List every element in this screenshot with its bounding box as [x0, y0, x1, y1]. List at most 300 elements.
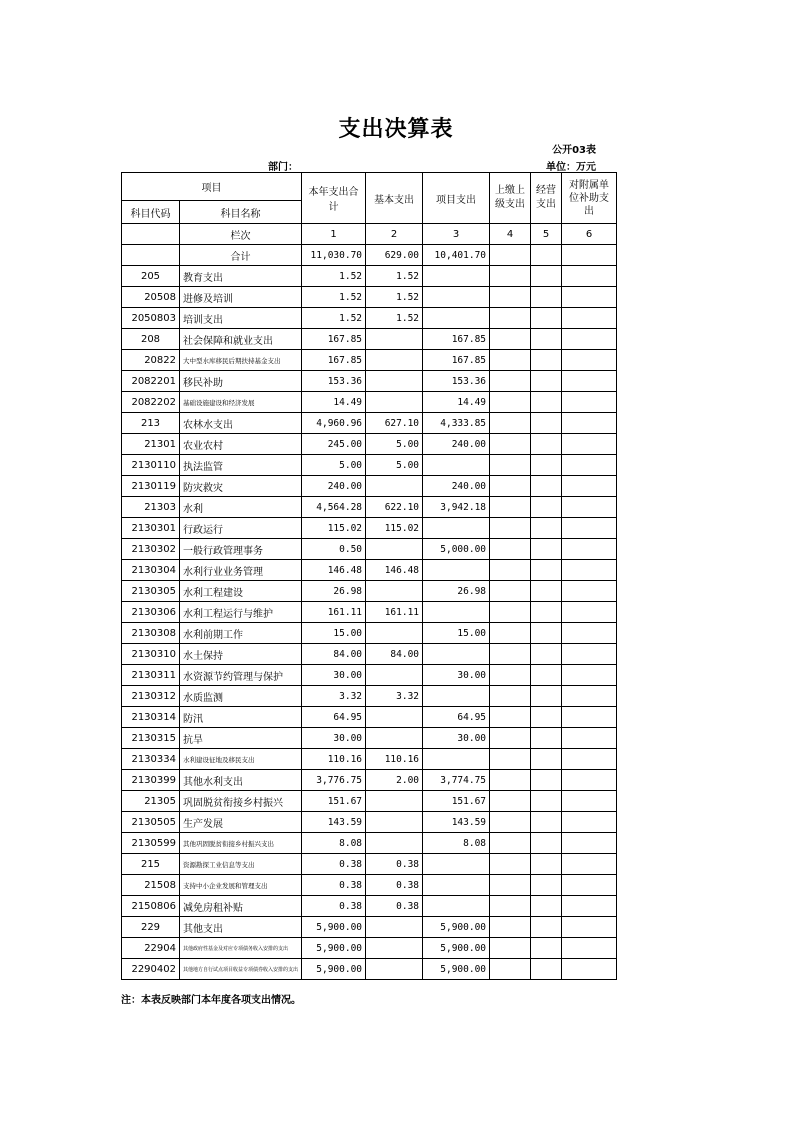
- basic-expenditure: [366, 392, 423, 413]
- subsidy-expenditure: [562, 791, 617, 812]
- subject-name: 水利前期工作: [180, 623, 302, 644]
- subsidy-expenditure: [562, 812, 617, 833]
- subject-name: 资源勘探工业信息等支出: [180, 854, 302, 875]
- header-subsidy: 对附属单位补助支出: [562, 173, 617, 224]
- subject-name: 其他巩固脱贫衔接乡村振兴支出: [180, 833, 302, 854]
- subject-name: 农林水支出: [180, 413, 302, 434]
- total-expenditure: 15.00: [302, 623, 366, 644]
- subject-name: 防汛: [180, 707, 302, 728]
- subsidy-expenditure: [562, 266, 617, 287]
- upper-expenditure: [490, 728, 531, 749]
- subject-name: 巩固脱贫衔接乡村振兴: [180, 791, 302, 812]
- total-expenditure: 4,564.28: [302, 497, 366, 518]
- project-expenditure: 30.00: [423, 728, 490, 749]
- subject-name: 水资源节约管理与保护: [180, 665, 302, 686]
- project-expenditure: [423, 455, 490, 476]
- basic-expenditure: 627.10: [366, 413, 423, 434]
- basic-expenditure: [366, 833, 423, 854]
- subject-code: 21508: [122, 875, 180, 896]
- basic-expenditure: [366, 476, 423, 497]
- subject-name: 水利行业业务管理: [180, 560, 302, 581]
- business-expenditure: [531, 434, 562, 455]
- subject-code: 2130110: [122, 455, 180, 476]
- table-row: [122, 539, 617, 560]
- table-row: [122, 749, 617, 770]
- business-expenditure: [531, 350, 562, 371]
- total-expenditure: 0.38: [302, 875, 366, 896]
- column-index-4: 4: [490, 224, 531, 245]
- business-expenditure: [531, 623, 562, 644]
- basic-expenditure: [366, 329, 423, 350]
- upper-expenditure: [490, 917, 531, 938]
- total-expenditure: 26.98: [302, 581, 366, 602]
- basic-expenditure: [366, 812, 423, 833]
- basic-expenditure: [366, 791, 423, 812]
- upper-expenditure: [490, 497, 531, 518]
- subsidy-expenditure: [562, 329, 617, 350]
- business-expenditure: [531, 497, 562, 518]
- subsidy-expenditure: [562, 770, 617, 791]
- subsidy-expenditure: [562, 917, 617, 938]
- table-row: [122, 392, 617, 413]
- table-row: [122, 896, 617, 917]
- subject-name: 其他水利支出: [180, 770, 302, 791]
- project-expenditure: 10,401.70: [423, 245, 490, 266]
- subject-code: 21303: [122, 497, 180, 518]
- upper-expenditure: [490, 938, 531, 959]
- upper-expenditure: [490, 686, 531, 707]
- business-expenditure: [531, 686, 562, 707]
- business-expenditure: [531, 959, 562, 980]
- subsidy-expenditure: [562, 539, 617, 560]
- upper-expenditure: [490, 287, 531, 308]
- subject-code: 22904: [122, 938, 180, 959]
- header-row-1: [122, 173, 617, 201]
- subject-code: 2130315: [122, 728, 180, 749]
- table-row: [122, 665, 617, 686]
- subject-code: 2130304: [122, 560, 180, 581]
- subject-name: 社会保障和就业支出: [180, 329, 302, 350]
- business-expenditure: [531, 602, 562, 623]
- business-expenditure: [531, 539, 562, 560]
- total-expenditure: 0.50: [302, 539, 366, 560]
- upper-expenditure: [490, 392, 531, 413]
- subject-name: 水土保持: [180, 644, 302, 665]
- total-expenditure: 5,900.00: [302, 959, 366, 980]
- total-expenditure: 8.08: [302, 833, 366, 854]
- subject-name: 合计: [180, 245, 302, 266]
- subsidy-expenditure: [562, 833, 617, 854]
- department-label: 部门：: [268, 162, 298, 173]
- project-expenditure: [423, 875, 490, 896]
- upper-expenditure: [490, 770, 531, 791]
- header-total: 本年支出合计: [302, 173, 366, 224]
- subject-name: 水利工程运行与维护: [180, 602, 302, 623]
- subject-name: 支持中小企业发展和管理支出: [180, 875, 302, 896]
- subject-name: 移民补助: [180, 371, 302, 392]
- project-expenditure: 151.67: [423, 791, 490, 812]
- subsidy-expenditure: [562, 686, 617, 707]
- project-expenditure: 5,000.00: [423, 539, 490, 560]
- table-row: [122, 728, 617, 749]
- subsidy-expenditure: [562, 623, 617, 644]
- subsidy-expenditure: [562, 308, 617, 329]
- subsidy-expenditure: [562, 581, 617, 602]
- business-expenditure: [531, 560, 562, 581]
- basic-expenditure: 110.16: [366, 749, 423, 770]
- business-expenditure: [531, 707, 562, 728]
- subject-name: 水利建设征地及移民支出: [180, 749, 302, 770]
- subject-code: 2130599: [122, 833, 180, 854]
- subject-code: 208: [122, 329, 180, 350]
- basic-expenditure: [366, 371, 423, 392]
- upper-expenditure: [490, 518, 531, 539]
- upper-expenditure: [490, 959, 531, 980]
- total-expenditure: 146.48: [302, 560, 366, 581]
- subject-name: 农业农村: [180, 434, 302, 455]
- subject-name: 减免房租补贴: [180, 896, 302, 917]
- upper-expenditure: [490, 875, 531, 896]
- total-expenditure: 3,776.75: [302, 770, 366, 791]
- project-expenditure: 8.08: [423, 833, 490, 854]
- total-expenditure: 64.95: [302, 707, 366, 728]
- subject-code: 2130308: [122, 623, 180, 644]
- project-expenditure: 3,774.75: [423, 770, 490, 791]
- business-expenditure: [531, 308, 562, 329]
- project-expenditure: [423, 266, 490, 287]
- unit-label: 单位：万元: [546, 162, 596, 173]
- total-expenditure: 0.38: [302, 854, 366, 875]
- upper-expenditure: [490, 329, 531, 350]
- upper-expenditure: [490, 665, 531, 686]
- business-expenditure: [531, 896, 562, 917]
- project-expenditure: 153.36: [423, 371, 490, 392]
- upper-expenditure: [490, 266, 531, 287]
- project-expenditure: 4,333.85: [423, 413, 490, 434]
- subject-name: 大中型水库移民后期扶持基金支出: [180, 350, 302, 371]
- table-row: [122, 938, 617, 959]
- subsidy-expenditure: [562, 518, 617, 539]
- project-expenditure: 5,900.00: [423, 959, 490, 980]
- subject-code: 2130311: [122, 665, 180, 686]
- subject-code: 2130312: [122, 686, 180, 707]
- header-basic: 基本支出: [366, 173, 423, 224]
- subsidy-expenditure: [562, 560, 617, 581]
- basic-expenditure: [366, 707, 423, 728]
- subsidy-expenditure: [562, 896, 617, 917]
- subject-code: 2130302: [122, 539, 180, 560]
- subject-code: 2130306: [122, 602, 180, 623]
- subject-code: 213: [122, 413, 180, 434]
- upper-expenditure: [490, 707, 531, 728]
- total-expenditure: 4,960.96: [302, 413, 366, 434]
- basic-expenditure: 0.38: [366, 896, 423, 917]
- subject-name: 水利工程建设: [180, 581, 302, 602]
- business-expenditure: [531, 581, 562, 602]
- total-expenditure: 14.49: [302, 392, 366, 413]
- upper-expenditure: [490, 644, 531, 665]
- subject-code: 2050803: [122, 308, 180, 329]
- project-expenditure: 167.85: [423, 329, 490, 350]
- business-expenditure: [531, 875, 562, 896]
- business-expenditure: [531, 665, 562, 686]
- subject-code: 2082201: [122, 371, 180, 392]
- total-expenditure: 0.38: [302, 896, 366, 917]
- expenditure-table: [121, 172, 617, 980]
- table-row: [122, 707, 617, 728]
- upper-expenditure: [490, 350, 531, 371]
- subsidy-expenditure: [562, 413, 617, 434]
- subject-code: 2130310: [122, 644, 180, 665]
- total-expenditure: 3.32: [302, 686, 366, 707]
- basic-expenditure: 1.52: [366, 287, 423, 308]
- upper-expenditure: [490, 749, 531, 770]
- subsidy-expenditure: [562, 455, 617, 476]
- subject-name: 其他地方自行试点项目收益专项债券收入安排的支出: [180, 959, 302, 980]
- header-business: 经营支出: [531, 173, 562, 224]
- total-expenditure: 240.00: [302, 476, 366, 497]
- upper-expenditure: [490, 308, 531, 329]
- project-expenditure: [423, 308, 490, 329]
- business-expenditure: [531, 812, 562, 833]
- subject-code: 215: [122, 854, 180, 875]
- basic-expenditure: 161.11: [366, 602, 423, 623]
- upper-expenditure: [490, 791, 531, 812]
- basic-expenditure: [366, 350, 423, 371]
- subsidy-expenditure: [562, 749, 617, 770]
- subject-code: [122, 245, 180, 266]
- subsidy-expenditure: [562, 854, 617, 875]
- project-expenditure: 15.00: [423, 623, 490, 644]
- total-expenditure: 84.00: [302, 644, 366, 665]
- basic-expenditure: [366, 623, 423, 644]
- business-expenditure: [531, 455, 562, 476]
- basic-expenditure: 622.10: [366, 497, 423, 518]
- project-expenditure: [423, 686, 490, 707]
- subject-code: 2130399: [122, 770, 180, 791]
- subsidy-expenditure: [562, 497, 617, 518]
- subsidy-expenditure: [562, 665, 617, 686]
- subject-name: 执法监管: [180, 455, 302, 476]
- upper-expenditure: [490, 581, 531, 602]
- column-index-1: 1: [302, 224, 366, 245]
- table-row: [122, 455, 617, 476]
- subsidy-expenditure: [562, 371, 617, 392]
- table-row: [122, 329, 617, 350]
- subsidy-expenditure: [562, 959, 617, 980]
- header-code: 科目代码: [122, 201, 180, 224]
- total-expenditure: 161.11: [302, 602, 366, 623]
- business-expenditure: [531, 749, 562, 770]
- total-expenditure: 110.16: [302, 749, 366, 770]
- project-expenditure: 240.00: [423, 434, 490, 455]
- upper-expenditure: [490, 455, 531, 476]
- basic-expenditure: 0.38: [366, 854, 423, 875]
- subject-code: 2130505: [122, 812, 180, 833]
- table-row: [122, 266, 617, 287]
- header-project: 项目支出: [423, 173, 490, 224]
- upper-expenditure: [490, 854, 531, 875]
- business-expenditure: [531, 329, 562, 350]
- total-expenditure: 30.00: [302, 665, 366, 686]
- subsidy-expenditure: [562, 728, 617, 749]
- table-row: [122, 518, 617, 539]
- subject-code: 20822: [122, 350, 180, 371]
- subject-name: 抗旱: [180, 728, 302, 749]
- table-row: [122, 413, 617, 434]
- business-expenditure: [531, 371, 562, 392]
- page-title: 支出决算表: [338, 117, 454, 142]
- business-expenditure: [531, 476, 562, 497]
- subject-code: 21301: [122, 434, 180, 455]
- project-expenditure: 26.98: [423, 581, 490, 602]
- subsidy-expenditure: [562, 875, 617, 896]
- table-row: [122, 875, 617, 896]
- subject-code: 2130305: [122, 581, 180, 602]
- subject-code: 229: [122, 917, 180, 938]
- table-row: [122, 644, 617, 665]
- table-row: [122, 812, 617, 833]
- project-expenditure: [423, 854, 490, 875]
- table-row: [122, 371, 617, 392]
- subject-code: 2082202: [122, 392, 180, 413]
- header-upper: 上缴上级支出: [490, 173, 531, 224]
- total-expenditure: 11,030.70: [302, 245, 366, 266]
- upper-expenditure: [490, 413, 531, 434]
- basic-expenditure: 84.00: [366, 644, 423, 665]
- basic-expenditure: 1.52: [366, 308, 423, 329]
- project-expenditure: 240.00: [423, 476, 490, 497]
- business-expenditure: [531, 938, 562, 959]
- project-expenditure: [423, 287, 490, 308]
- column-index-label: 栏次: [180, 224, 302, 245]
- business-expenditure: [531, 413, 562, 434]
- subsidy-expenditure: [562, 392, 617, 413]
- table-note: 注：本表反映部门本年度各项支出情况。: [121, 995, 301, 1006]
- table-row: [122, 917, 617, 938]
- table-row: [122, 854, 617, 875]
- total-expenditure: 153.36: [302, 371, 366, 392]
- basic-expenditure: [366, 539, 423, 560]
- subject-code: 2150806: [122, 896, 180, 917]
- business-expenditure: [531, 518, 562, 539]
- header-item: 项目: [122, 173, 302, 201]
- total-expenditure: 245.00: [302, 434, 366, 455]
- header-name: 科目名称: [180, 201, 302, 224]
- table-row: [122, 560, 617, 581]
- subject-name: 培训支出: [180, 308, 302, 329]
- business-expenditure: [531, 728, 562, 749]
- project-expenditure: 3,942.18: [423, 497, 490, 518]
- project-expenditure: 5,900.00: [423, 938, 490, 959]
- column-index-2: 2: [366, 224, 423, 245]
- total-expenditure: 30.00: [302, 728, 366, 749]
- basic-expenditure: 0.38: [366, 875, 423, 896]
- subject-name: 生产发展: [180, 812, 302, 833]
- table-row: [122, 623, 617, 644]
- subject-code: 21305: [122, 791, 180, 812]
- upper-expenditure: [490, 539, 531, 560]
- project-expenditure: 167.85: [423, 350, 490, 371]
- subject-code: 20508: [122, 287, 180, 308]
- project-expenditure: 14.49: [423, 392, 490, 413]
- total-expenditure: 5,900.00: [302, 917, 366, 938]
- subject-code: 2130301: [122, 518, 180, 539]
- form-number: 公开03表: [552, 145, 596, 156]
- subject-code: 2130334: [122, 749, 180, 770]
- business-expenditure: [531, 245, 562, 266]
- subsidy-expenditure: [562, 350, 617, 371]
- subject-name: 水质监测: [180, 686, 302, 707]
- upper-expenditure: [490, 560, 531, 581]
- subject-code: 205: [122, 266, 180, 287]
- upper-expenditure: [490, 623, 531, 644]
- total-expenditure: 5,900.00: [302, 938, 366, 959]
- basic-expenditure: 629.00: [366, 245, 423, 266]
- basic-expenditure: [366, 938, 423, 959]
- table-row: [122, 476, 617, 497]
- basic-expenditure: 3.32: [366, 686, 423, 707]
- basic-expenditure: [366, 917, 423, 938]
- business-expenditure: [531, 854, 562, 875]
- total-expenditure: 1.52: [302, 266, 366, 287]
- project-expenditure: [423, 560, 490, 581]
- subsidy-expenditure: [562, 287, 617, 308]
- column-index-row: [122, 224, 617, 245]
- table-row: [122, 602, 617, 623]
- subsidy-expenditure: [562, 434, 617, 455]
- subject-name: 教育支出: [180, 266, 302, 287]
- total-expenditure: 1.52: [302, 287, 366, 308]
- business-expenditure: [531, 833, 562, 854]
- total-expenditure: 151.67: [302, 791, 366, 812]
- project-expenditure: 143.59: [423, 812, 490, 833]
- subject-name: 进修及培训: [180, 287, 302, 308]
- subject-code: 2290402: [122, 959, 180, 980]
- business-expenditure: [531, 287, 562, 308]
- table-row: [122, 791, 617, 812]
- subject-name: 其他政府性基金及对应专项债务收入安排的支出: [180, 938, 302, 959]
- column-index-6: 6: [562, 224, 617, 245]
- project-expenditure: 5,900.00: [423, 917, 490, 938]
- subject-code: 2130119: [122, 476, 180, 497]
- subsidy-expenditure: [562, 938, 617, 959]
- basic-expenditure: 115.02: [366, 518, 423, 539]
- business-expenditure: [531, 392, 562, 413]
- basic-expenditure: [366, 959, 423, 980]
- upper-expenditure: [490, 812, 531, 833]
- column-index-5: 5: [531, 224, 562, 245]
- subsidy-expenditure: [562, 602, 617, 623]
- basic-expenditure: [366, 728, 423, 749]
- business-expenditure: [531, 770, 562, 791]
- subsidy-expenditure: [562, 707, 617, 728]
- total-expenditure: 5.00: [302, 455, 366, 476]
- total-expenditure: 115.02: [302, 518, 366, 539]
- upper-expenditure: [490, 602, 531, 623]
- upper-expenditure: [490, 371, 531, 392]
- subsidy-expenditure: [562, 245, 617, 266]
- business-expenditure: [531, 266, 562, 287]
- basic-expenditure: 5.00: [366, 434, 423, 455]
- upper-expenditure: [490, 434, 531, 455]
- table-row: [122, 497, 617, 518]
- total-expenditure: 167.85: [302, 329, 366, 350]
- basic-expenditure: 1.52: [366, 266, 423, 287]
- upper-expenditure: [490, 896, 531, 917]
- project-expenditure: [423, 896, 490, 917]
- table-row: [122, 686, 617, 707]
